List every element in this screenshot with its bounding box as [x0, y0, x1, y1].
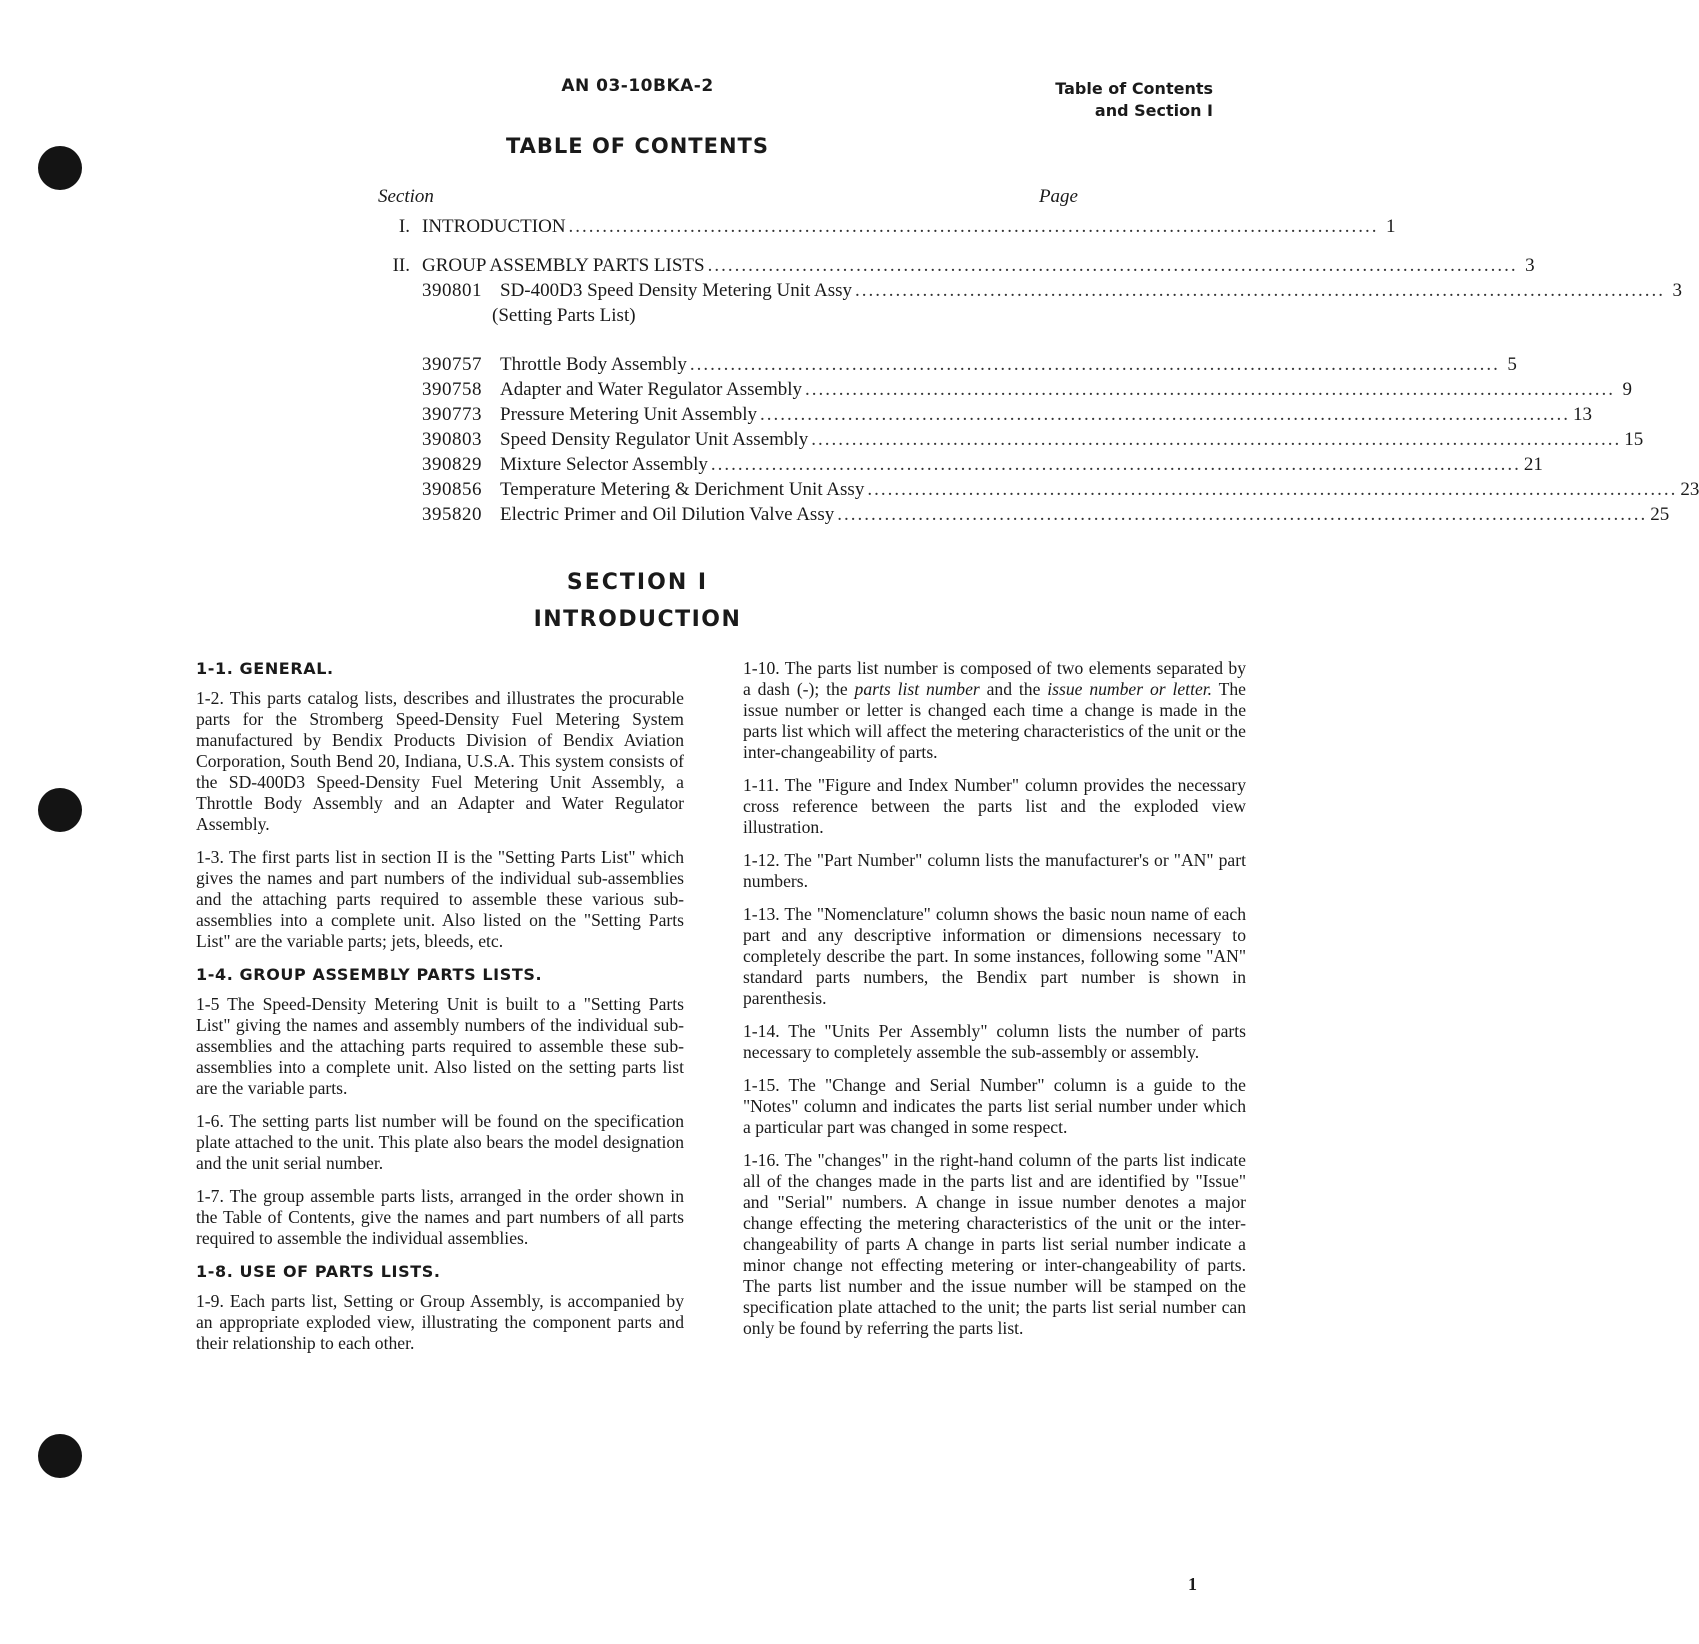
toc-header: [378, 186, 1078, 216]
heading-general: 1-1. GENERAL.: [196, 659, 334, 678]
toc-sub-page: 23: [1680, 479, 1699, 500]
toc-part-number: 390757: [422, 354, 482, 375]
toc-entry-title: GROUP ASSEMBLY PARTS LISTS: [422, 255, 705, 276]
toc-sub-note: (Setting Parts List): [492, 305, 636, 326]
toc-part-number: 390801: [422, 280, 482, 301]
toc-section-column-label: Section: [378, 186, 434, 207]
binder-hole-middle: [38, 788, 82, 832]
toc-part-number: 390773: [422, 404, 482, 425]
header-line-1: Table of Contents: [1055, 79, 1213, 98]
paragraph-1-15: 1-15. The "Change and Serial Number" column is a guide to the "Notes" column and indicates the parts list serial number under which a particular part was changed in some respect.: [743, 1075, 1246, 1137]
toc-entry-number: II.: [392, 255, 410, 276]
toc-sub-page: 9: [1622, 379, 1633, 400]
paragraph-1-9: 1-9. Each parts list, Setting or Group Assembly, is accompanied by an appropriate exploded view, illustrating the component parts and their relationship to each other.: [196, 1291, 684, 1353]
toc-sub-page: 3: [1672, 280, 1683, 301]
toc-sub-entry: [378, 379, 1633, 404]
toc-title: TABLE OF CONTENTS: [505, 134, 770, 158]
toc-part-number: 390829: [422, 454, 482, 475]
toc-sub-title: Electric Primer and Oil Dilution Valve Assy: [500, 504, 835, 525]
paragraph-1-11: 1-11. The "Figure and Index Number" column provides the necessary cross reference between the parts list and the exploded view illustration.: [743, 775, 1246, 837]
paragraph-1-10-text-c: The issue number or letter is changed each time a change is made in the parts list which will affect the metering characteristics of the unit or the inter-changeability of parts.: [743, 679, 1246, 762]
emphasis-issue-number: issue number or letter.: [1047, 679, 1213, 699]
right-text-column: [743, 658, 1246, 1351]
toc-sub-title: Throttle Body Assembly: [500, 354, 687, 375]
toc-leader-dots: [708, 255, 1518, 277]
toc-sub-page: 5: [1507, 354, 1517, 375]
paragraph-1-16: 1-16. The "changes" in the right-hand column of the parts list indicate all of the changes made in the parts list and are identified by "Issue" and "Serial" numbers. A change in issue number denotes a major change effecting the metering characteristics of the unit or the inter-changeability of parts A change in parts list serial number indicate a minor change not effecting metering or inter-changeability of parts. The parts list number and the issue number will be stamped on the specification plate attached to the unit; the parts list serial number can only be found by referring the parts list.: [743, 1150, 1246, 1338]
document-number: AN 03-10BKA-2: [561, 76, 714, 96]
toc-entry-introduction: [378, 216, 1396, 241]
toc-sub-entry: [378, 454, 1543, 479]
header-section-label: [1055, 78, 1213, 122]
paragraph-1-10: [743, 658, 1246, 763]
toc-leader-dots: [760, 404, 1570, 426]
toc-sub-title: SD-400D3 Speed Density Metering Unit Assy: [500, 280, 853, 301]
toc-sub-title: Adapter and Water Regulator Assembly: [500, 379, 803, 400]
toc-entry-page: 1: [1386, 216, 1396, 237]
toc-sub-page: 15: [1624, 429, 1644, 450]
toc-entry-title: INTRODUCTION: [422, 216, 566, 237]
toc-part-number: 390856: [422, 479, 482, 500]
left-text-column: [196, 658, 684, 1366]
paragraph-1-2: 1-2. This parts catalog lists, describes and illustrates the procurable parts for the Stromberg Speed-Density Fuel Metering System manufactured by Bendix Products Division of Bendix Aviation Corporation, South Bend 20, Indiana, U.S.A. This system consists of the SD-400D3 Speed-Density Fuel Metering Unit Assembly, a Throttle Body Assembly and an Adapter and Water Regulator Assembly.: [196, 688, 684, 834]
toc-sub-page: 13: [1573, 404, 1593, 425]
toc-entry-page: 3: [1525, 255, 1535, 276]
toc-sub-entry: [378, 280, 1683, 305]
toc-leader-dots: [569, 216, 1379, 238]
paragraph-1-10-text-b: and the: [979, 679, 1048, 699]
toc-sub-page: 25: [1650, 504, 1670, 525]
paragraph-1-12: 1-12. The "Part Number" column lists the manufacturer's or "AN" part numbers.: [743, 850, 1246, 891]
toc-part-number: 390803: [422, 429, 482, 450]
toc-sub-page: 21: [1523, 454, 1543, 475]
paragraph-1-14: 1-14. The "Units Per Assembly" column lists the number of parts necessary to completely assemble the sub-assembly or assembly.: [743, 1021, 1246, 1062]
toc-sub-title: Temperature Metering & Derichment Unit Assy: [500, 479, 865, 500]
toc-sub-entry: [378, 504, 1670, 529]
toc-leader-dots: [711, 454, 1521, 476]
toc-leader-dots: [855, 280, 1665, 302]
paragraph-1-5: 1-5 The Speed-Density Metering Unit is built to a "Setting Parts List" giving the names and assembly numbers of the individual sub-assemblies and the attaching parts required to assemble these sub-assemblies into a complete unit. Also listed on the setting parts list are the variable parts.: [196, 994, 684, 1098]
toc-part-number: 395820: [422, 504, 482, 525]
toc-sub-entry: [378, 429, 1644, 454]
toc-sub-title: Pressure Metering Unit Assembly: [500, 404, 758, 425]
paragraph-1-3: 1-3. The first parts list in section II is the "Setting Parts List" which gives the names and part numbers of the individual sub-assemblies and the attaching parts required to assemble these various sub-assemblies into a complete unit. Also listed on the "Setting Parts List" are the variable parts; jets, bleeds, etc.: [196, 847, 684, 951]
toc-sub-entry: [378, 479, 1699, 504]
toc-entry-group-assembly: [378, 255, 1535, 280]
toc-leader-dots: [805, 379, 1615, 401]
binder-hole-bottom: [38, 1434, 82, 1478]
paragraph-1-6: 1-6. The setting parts list number will be found on the specification plate attached to the unit. This plate also bears the model designation and the unit serial number.: [196, 1111, 684, 1173]
heading-use-of-parts-lists: 1-8. USE OF PARTS LISTS.: [196, 1262, 441, 1281]
paragraph-1-13: 1-13. The "Nomenclature" column shows the basic noun name of each part and any descriptive information or dimensions necessary to completely describe the part. In some instances, following some "AN" standard parts numbers, the Bendix part number is shown in parenthesis.: [743, 904, 1246, 1008]
emphasis-parts-list-number: parts list number: [854, 679, 980, 699]
toc-leader-dots: [837, 504, 1647, 526]
paragraph-1-10-text-a: 1-10. The parts list number is composed of two elements separated by a dash (-); the: [743, 658, 1246, 699]
toc-sub-title: Speed Density Regulator Unit Assembly: [500, 429, 809, 450]
heading-group-assembly: 1-4. GROUP ASSEMBLY PARTS LISTS.: [196, 965, 543, 984]
toc-page-column-label: Page: [1038, 186, 1078, 207]
table-of-contents: [378, 186, 1699, 529]
toc-sub-entry: [378, 354, 1517, 379]
toc-leader-dots: [811, 429, 1621, 451]
section-subtitle: INTRODUCTION: [533, 607, 742, 632]
toc-entry-number: I.: [398, 216, 410, 237]
toc-sub-title: Mixture Selector Assembly: [500, 454, 708, 475]
header-line-2: and Section I: [1094, 101, 1213, 120]
toc-leader-dots: [690, 354, 1500, 376]
paragraph-1-7: 1-7. The group assemble parts lists, arranged in the order shown in the Table of Contents, give the names and part numbers of all parts required to assemble the individual assemblies.: [196, 1186, 684, 1248]
toc-leader-dots: [867, 479, 1677, 501]
toc-part-number: 390758: [422, 379, 482, 400]
page-number: 1: [1188, 1574, 1197, 1594]
toc-sub-entry: [378, 404, 1593, 429]
section-title: SECTION I: [566, 570, 709, 595]
